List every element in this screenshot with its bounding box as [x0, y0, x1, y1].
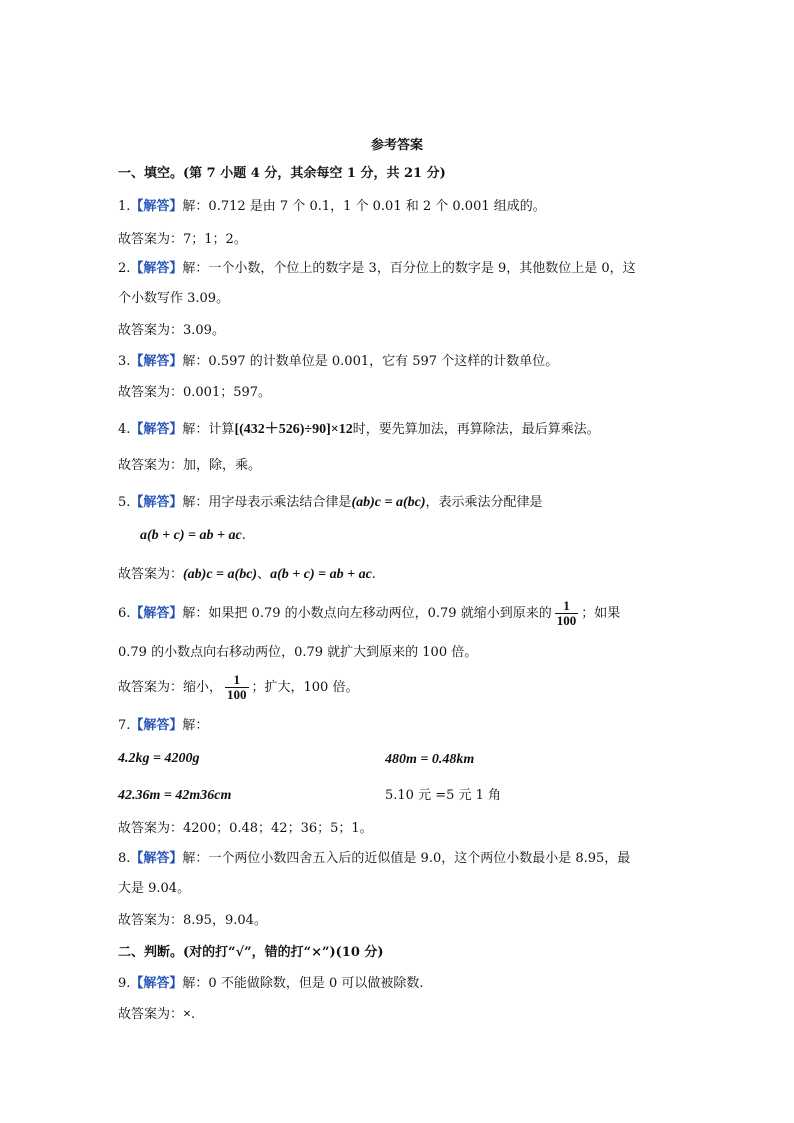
- q9-text: 解：0 不能做除数，但是 0 可以做被除数.: [182, 976, 424, 991]
- q5-answer-separator: 、: [257, 567, 271, 582]
- q7-conversion-1: 4.2kg = 4200g: [118, 751, 200, 766]
- q8-solution-cont: 大是 9.04。: [118, 881, 191, 896]
- q8-solution: [118, 850, 630, 868]
- q5-text-mid: ，表示乘法分配律是: [425, 495, 543, 510]
- q7-conversion-3: 42.36m = 42m36cm: [118, 788, 232, 803]
- q4-solution: [118, 421, 600, 439]
- q4-answer: 故答案为：加，除，乘。: [118, 458, 262, 473]
- q9-answer-end: .: [191, 1007, 196, 1022]
- q6-answer: [118, 673, 358, 703]
- q2-answer: 故答案为：3.09。: [118, 323, 225, 338]
- q3-number: 3.: [118, 354, 131, 369]
- q5-answer-end: .: [371, 567, 376, 582]
- q7-number: 7.: [118, 718, 131, 733]
- q4-text-pre: 解：计算: [182, 422, 235, 437]
- q1-tag: 【解答】: [130, 199, 183, 214]
- q2-text: 解：一个小数，个位上的数字是 3，百分位上的数字是 9，其他数位上是 0，这: [182, 261, 636, 276]
- q9-tag: 【解答】: [130, 976, 183, 991]
- q1-solution: [118, 198, 546, 216]
- q9-answer-prefix: 故答案为：: [118, 1007, 184, 1022]
- q6-answer-fraction-numerator: 1: [225, 673, 249, 688]
- q8-number: 8.: [118, 851, 131, 866]
- q9-solution: [118, 975, 424, 993]
- q2-solution-cont: 个小数写作 3.09。: [118, 291, 230, 306]
- q6-text-post: ；如果: [581, 606, 621, 621]
- q6-solution-cont: 0.79 的小数点向右移动两位，0.79 就扩大到原来的 100 倍。: [118, 645, 478, 660]
- q6-answer-suffix: ；扩大，100 倍。: [251, 680, 359, 695]
- q7-tag: 【解答】: [130, 718, 183, 733]
- page-title: 参考答案: [370, 138, 423, 153]
- q5-solution: [118, 494, 543, 512]
- q6-fraction: [555, 599, 579, 628]
- q3-solution: [118, 353, 558, 371]
- section-2-heading: 二、判断。(对的打“√”，错的打“×”)(10 分): [118, 945, 384, 960]
- q5-tag: 【解答】: [130, 495, 183, 510]
- q4-tag: 【解答】: [130, 422, 183, 437]
- q6-number: 6.: [118, 606, 131, 621]
- q6-fraction-denominator: 100: [556, 613, 577, 628]
- q5-answer-prefix: 故答案为：: [118, 567, 184, 582]
- q4-expression: [(432＋526)÷90]×12: [234, 422, 353, 437]
- q3-text: 解：0.597 的计数单位是 0.001，它有 597 个这样的计数单位。: [182, 354, 559, 369]
- q1-text: 解：0.712 是由 7 个 0.1，1 个 0.01 和 2 个 0.001 组成的。: [182, 199, 546, 214]
- q5-number: 5.: [118, 495, 131, 510]
- q3-tag: 【解答】: [130, 354, 183, 369]
- q6-answer-prefix: 故答案为：缩小，: [118, 680, 223, 695]
- q7-answer: 故答案为：4200；0.48；42；36；5；1。: [118, 821, 373, 836]
- q9-number: 9.: [118, 976, 131, 991]
- q1-answer: 故答案为：7；1；2。: [118, 232, 247, 247]
- q5-answer: [118, 566, 376, 584]
- q5-text-end: .: [241, 528, 246, 543]
- q6-text-pre: 解：如果把 0.79 的小数点向左移动两位，0.79 就缩小到原来的: [182, 606, 552, 621]
- q7-text: 解：: [182, 718, 209, 733]
- q6-fraction-numerator: 1: [555, 599, 579, 614]
- q5-associative-law: (ab)c = a(bc): [351, 495, 426, 510]
- q6-solution: [118, 599, 620, 629]
- q5-distributive-law: a(b + c) = ab + ac: [140, 528, 242, 543]
- q9-answer: [118, 1006, 195, 1024]
- q2-number: 2.: [118, 261, 131, 276]
- q5-answer-expr2: a(b + c) = ab + ac: [270, 567, 372, 582]
- q1-number: 1.: [118, 199, 131, 214]
- q5-answer-expr1: (ab)c = a(bc): [183, 567, 258, 582]
- q2-tag: 【解答】: [130, 261, 183, 276]
- q6-answer-fraction-denominator: 100: [227, 687, 247, 702]
- q9-answer-mark: ×: [183, 1007, 191, 1022]
- q8-text: 解：一个两位小数四舍五入后的近似值是 9.0，这个两位小数最小是 8.95，最: [182, 851, 631, 866]
- q7-conversion-4: 5.10 元 =5 元 1 角: [385, 788, 502, 803]
- q5-solution-cont: [140, 527, 246, 545]
- q2-solution: [118, 260, 636, 278]
- q8-answer: 故答案为：8.95，9.04。: [118, 913, 267, 928]
- q6-tag: 【解答】: [130, 606, 183, 621]
- q7-solution: [118, 717, 208, 735]
- q4-number: 4.: [118, 422, 131, 437]
- q7-conversion-2: 480m = 0.48km: [385, 752, 475, 767]
- q6-answer-fraction: [225, 673, 249, 702]
- q5-text-pre: 解：用字母表示乘法结合律是: [182, 495, 352, 510]
- q4-text-post: 时，要先算加法，再算除法，最后算乘法。: [352, 422, 600, 437]
- q8-tag: 【解答】: [130, 851, 183, 866]
- q3-answer: 故答案为：0.001；597。: [118, 385, 272, 400]
- section-1-heading: 一、填空。(第 7 小题 4 分，其余每空 1 分，共 21 分): [118, 166, 446, 181]
